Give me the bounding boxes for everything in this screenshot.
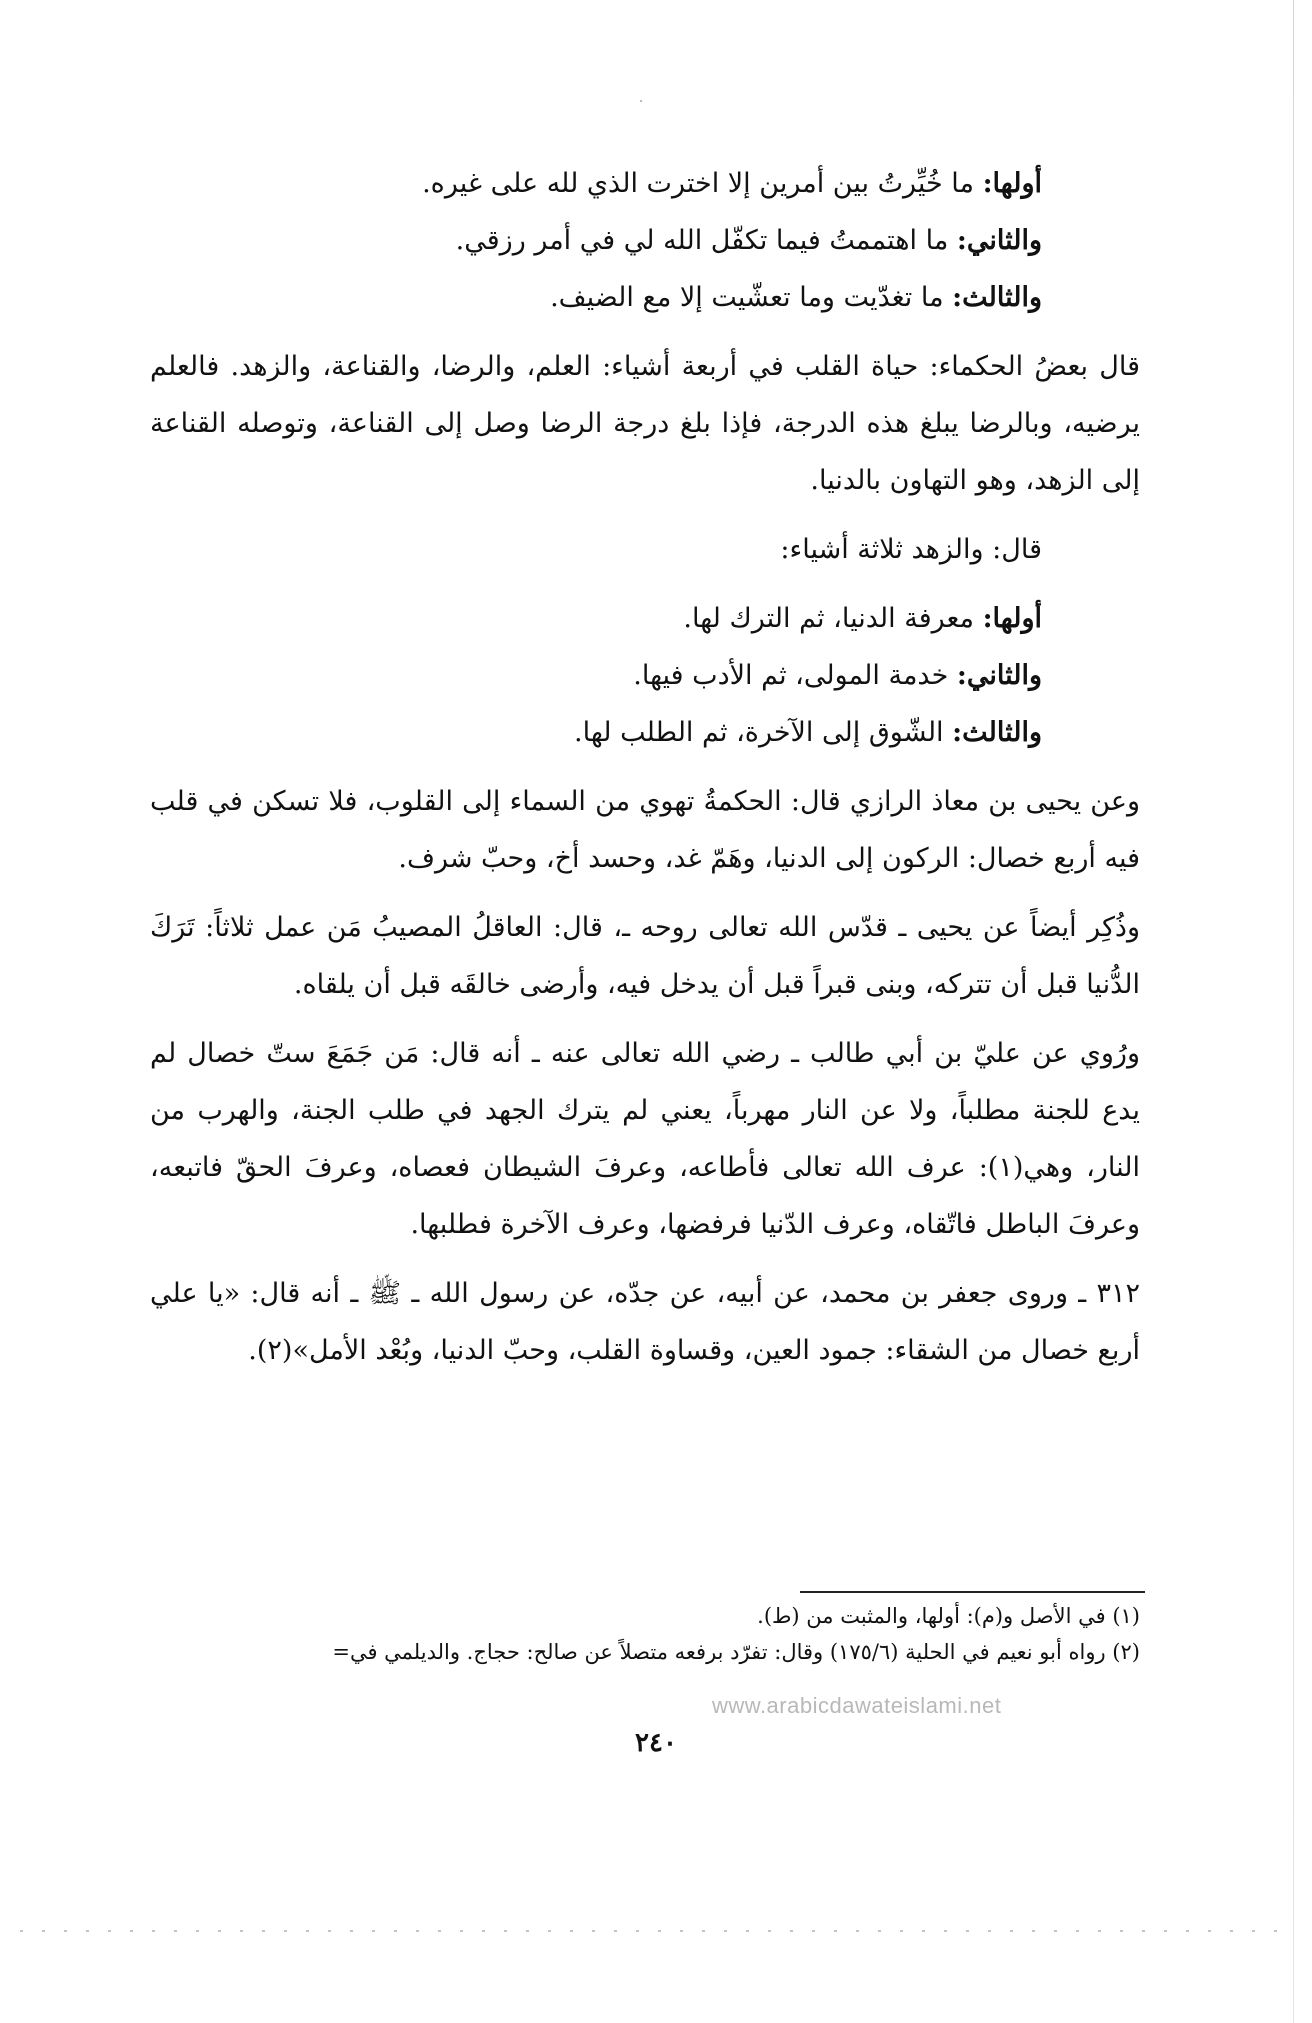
scan-speck (640, 100, 642, 102)
scan-bottom-dots (20, 1930, 1290, 1932)
paragraph-9 (150, 773, 1140, 887)
paragraph-lead: والثالث: (952, 282, 1042, 313)
paragraph-lead: أولها: (982, 168, 1042, 199)
paragraph-body: الشّوق إلى الآخرة، ثم الطلب لها. (574, 717, 953, 748)
paragraph-3 (150, 269, 1140, 326)
paragraph-lead: والثاني: (956, 660, 1042, 691)
paragraph-1 (150, 155, 1140, 212)
paragraph-6 (150, 590, 1140, 647)
paragraph-12 (150, 1265, 1140, 1379)
footnote-separator (800, 1591, 1145, 1593)
paragraph-body: ما اهتممتُ فيما تكفّل الله لي في أمر رزقي. (455, 225, 957, 256)
paragraph-body: قال: والزهد ثلاثة أشياء: (780, 534, 1042, 565)
footnotes (150, 1598, 1140, 1670)
paragraph-body: ما خُيِّرتُ بين أمرين إلا اخترت الذي لله على غيره. (422, 168, 983, 199)
paragraph-body: وعن يحيى بن معاذ الرازي قال: الحكمةُ تهوي من السماء إلى القلوب، فلا تسكن في قلب فيه أربع خصال: الركون إلى الدنيا، وهَمّ غد، وحسد أخ، وحبّ شرف. (150, 786, 1140, 874)
paragraph-10 (150, 899, 1140, 1013)
paragraph-2 (150, 212, 1140, 269)
paragraph-11 (150, 1025, 1140, 1253)
footnote-1: (١) في الأصل و(م): أولها، والمثبت من (ط). (757, 1604, 1140, 1628)
paragraph-body: قال بعضُ الحكماء: حياة القلب في أربعة أشياء: العلم، والرضا، والقناعة، والزهد. فالعلم يرضيه، وبالرضا يبلغ هذه الدرجة، فإذا بلغ درجة الرضا وصل إلى القناعة، وتوصله القناعة إلى الزهد، وهو التهاون بالدنيا. (150, 351, 1140, 496)
watermark: www.arabicdawateislami.net (712, 1693, 1002, 1718)
paragraph-7 (150, 647, 1140, 704)
paragraph-lead: والثالث: (952, 717, 1042, 748)
paragraph-lead: والثاني: (956, 225, 1042, 256)
paragraph-body: ما تغدّيت وما تعشّيت إلا مع الضيف. (550, 282, 953, 313)
main-text (150, 155, 1140, 1391)
paragraph-body: معرفة الدنيا، ثم الترك لها. (683, 603, 983, 634)
paragraph-body: وذُكِر أيضاً عن يحيى ـ قدّس الله تعالى روحه ـ، قال: العاقلُ المصيبُ مَن عمل ثلاثاً: تَرَكَ الدُّنيا قبل أن تتركه، وبنى قبراً قبل أن يدخل فيه، وأرضى خالقَه قبل أن يلقاه. (150, 912, 1140, 1000)
page-number: ٢٤٠ (635, 1728, 677, 1758)
paragraph-4 (150, 338, 1140, 509)
paragraph-5 (150, 521, 1140, 578)
scan-edge-line (1293, 0, 1294, 2023)
paragraph-lead: أولها: (982, 603, 1042, 634)
paragraph-8 (150, 704, 1140, 761)
footnote-2: (٢) رواه أبو نعيم في الحلية (١٧٥/٦) وقال: تفرّد برفعه متصلاً عن صالح: حجاج. والديلمي في= (332, 1640, 1140, 1664)
paragraph-body: خدمة المولى، ثم الأدب فيها. (633, 660, 957, 691)
paragraph-body: ورُوي عن عليّ بن أبي طالب ـ رضي الله تعالى عنه ـ أنه قال: مَن جَمَعَ ستّ خصال لم يدع للجنة مطلباً، ولا عن النار مهرباً، يعني لم يترك الجهد في طلب الجنة، والهرب من النار، وهي(١): عرف الله تعالى فأطاعه، وعرفَ الشيطان فعصاه، وعرفَ الحقّ فاتبعه، وعرفَ الباطل فاتّقاه، وعرف الدّنيا فرفضها، وعرف الآخرة فطلبها. (150, 1038, 1140, 1240)
paragraph-body: ٣١٢ ـ وروى جعفر بن محمد، عن أبيه، عن جدّه، عن رسول الله ـ ﷺ ـ أنه قال: «يا علي أربع خصال من الشقاء: جمود العين، وقساوة القلب، وحبّ الدنيا، وبُعْد الأمل»(٢). (150, 1278, 1140, 1366)
